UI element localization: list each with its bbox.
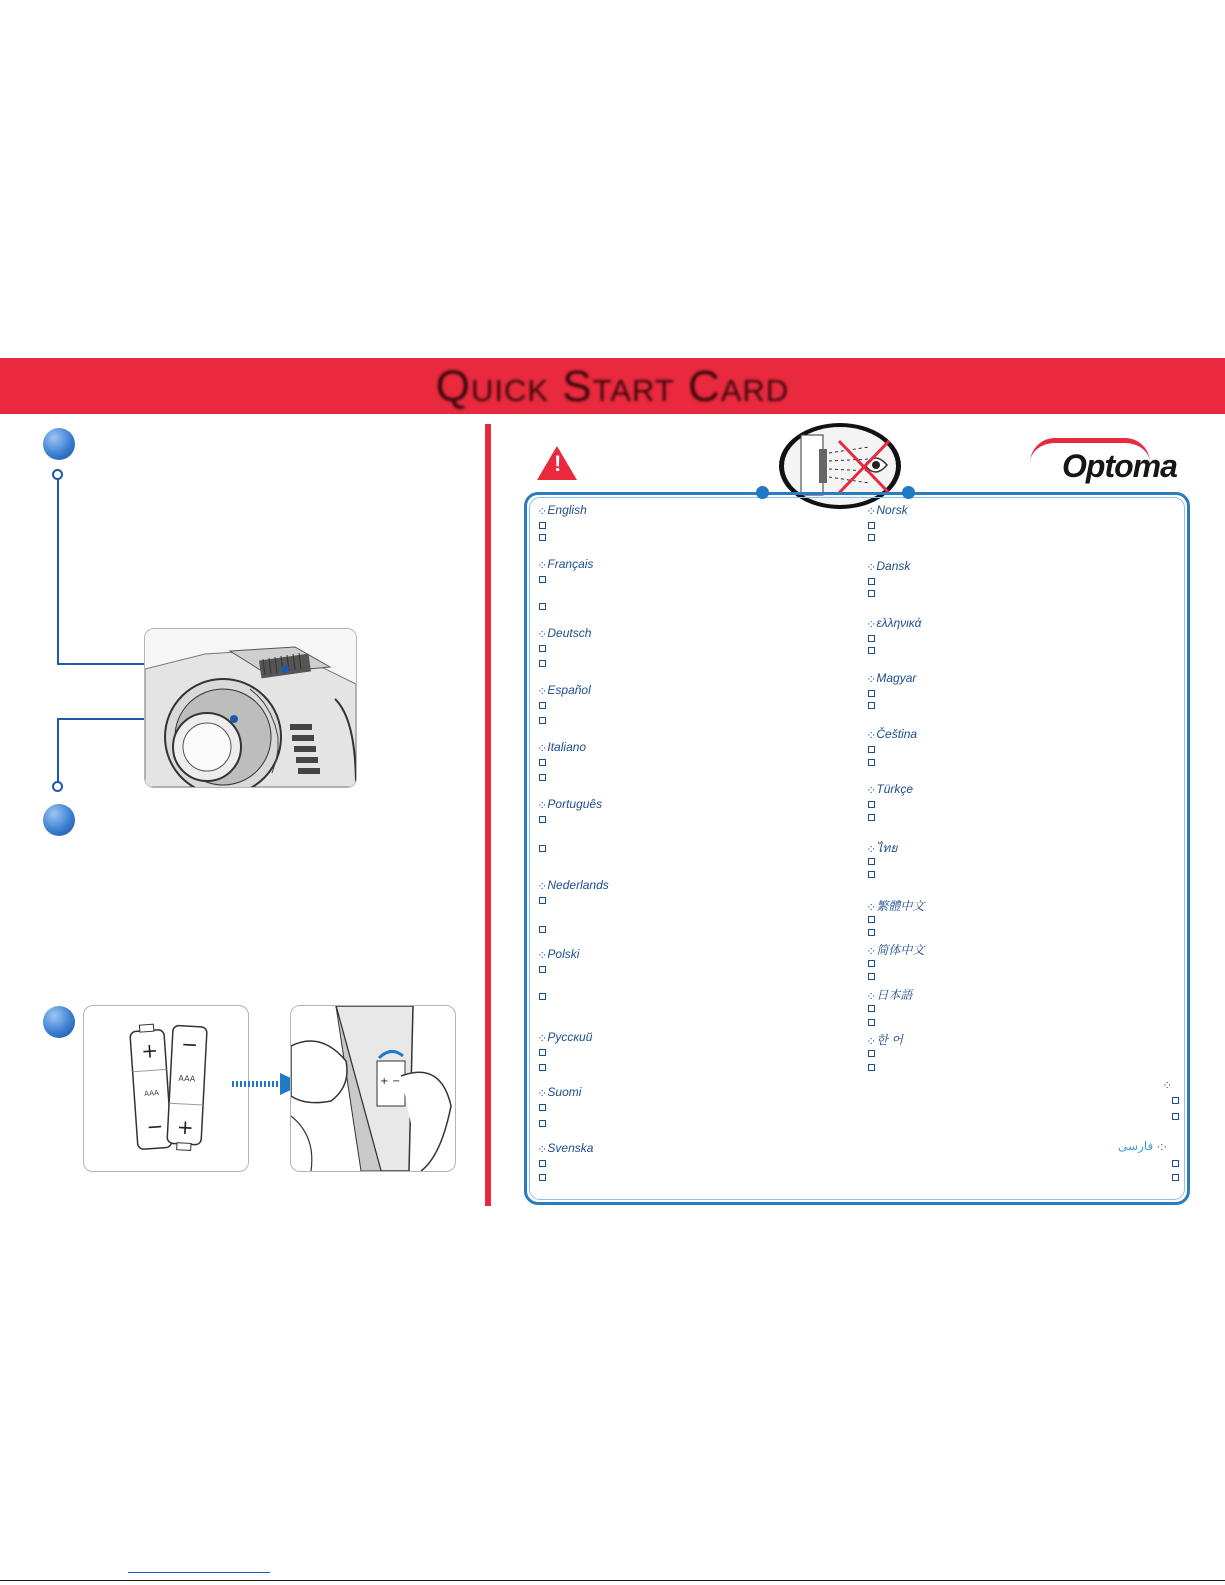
bullet: [539, 522, 546, 529]
language-magyar[interactable]: ·:· Magyar: [867, 671, 917, 685]
bullet: [539, 645, 546, 652]
banner-title: Quick Start Card: [435, 362, 790, 411]
language-japanese[interactable]: ·:· 日本語: [867, 988, 913, 1002]
bullet: [868, 973, 875, 980]
bullet: [539, 660, 546, 667]
bullet: [539, 966, 546, 973]
svg-text:AAA: AAA: [178, 1073, 196, 1084]
language-traditional-chinese[interactable]: ·:· 繁體中文: [867, 899, 925, 913]
bullet: [868, 759, 875, 766]
language-simplified-chinese[interactable]: ·:· 简体中文: [867, 943, 925, 957]
bullet: [539, 576, 546, 583]
bullet: [868, 960, 875, 967]
aaa-batteries-drawing: [84, 1006, 248, 1171]
panel-dot-right: [902, 486, 915, 499]
bullet: [539, 1174, 546, 1181]
bullet: [868, 578, 875, 585]
bullet: [539, 759, 546, 766]
bullet: [868, 746, 875, 753]
language-suomi[interactable]: ·:· Suomi: [538, 1085, 582, 1099]
svg-text:−: −: [180, 1031, 199, 1057]
language-norsk[interactable]: ·:· Norsk: [867, 503, 908, 517]
bullet: [868, 1050, 875, 1057]
bullet: [539, 702, 546, 709]
bullet: [539, 897, 546, 904]
language-cestina[interactable]: ·:· Čeština: [867, 727, 918, 741]
svg-text:+: +: [140, 1037, 159, 1064]
language-thai[interactable]: ·:· ไทย: [867, 841, 898, 855]
svg-text:−: −: [145, 1113, 165, 1139]
bullet: [868, 858, 875, 865]
language-espanol[interactable]: ·:· Español: [538, 683, 591, 697]
bullet: [539, 926, 546, 933]
projector-lens-drawing: [145, 629, 356, 787]
language-francais[interactable]: ·:· Français: [538, 557, 594, 571]
language-russian[interactable]: ·:· Русский: [538, 1030, 593, 1044]
bullet: [539, 1160, 546, 1167]
callout-line-vertical-top: [57, 478, 59, 664]
bullet: [539, 816, 546, 823]
bullet: [868, 929, 875, 936]
svg-text:AAA: AAA: [143, 1088, 160, 1098]
bullet: [868, 647, 875, 654]
bullet: [539, 1120, 546, 1127]
language-panel: [524, 492, 1190, 1205]
bullet: [868, 702, 875, 709]
bullet: [868, 871, 875, 878]
bullet: [539, 1104, 546, 1111]
footer-link-underline[interactable]: [128, 1572, 270, 1573]
bullet: [1172, 1097, 1179, 1104]
bullet: [1172, 1113, 1179, 1120]
bullet: [868, 690, 875, 697]
bullet: [868, 801, 875, 808]
bullet: [1172, 1160, 1179, 1167]
bullet: [539, 1049, 546, 1056]
svg-text:−: −: [392, 1076, 401, 1087]
title-banner: [0, 358, 1225, 414]
svg-text:+: +: [176, 1114, 195, 1140]
language-polski[interactable]: ·:· Polski: [538, 947, 580, 961]
bullet: [868, 1005, 875, 1012]
svg-text:+: +: [380, 1076, 389, 1087]
optoma-logo: Optoma: [1062, 448, 1177, 484]
language-korean[interactable]: ·:· 한 어: [867, 1033, 903, 1047]
bullet: [868, 916, 875, 923]
bullet: [1172, 1174, 1179, 1181]
language-deutsch[interactable]: ·:· Deutsch: [538, 626, 592, 640]
language-italiano[interactable]: ·:· Italiano: [538, 740, 587, 754]
language-nederlands[interactable]: ·:· Nederlands: [538, 878, 609, 892]
batteries-illustration: [83, 1005, 249, 1172]
bullet: [868, 635, 875, 642]
language-svenska[interactable]: ·:· Svenska: [538, 1141, 594, 1155]
step-3-circle: [43, 1006, 75, 1038]
footer-rule: [0, 1580, 1225, 1581]
step-2-circle: [43, 804, 75, 836]
bullet: [539, 845, 546, 852]
bullet: [868, 1064, 875, 1071]
step-1-circle: [43, 428, 75, 460]
warning-exclamation-icon: !: [554, 451, 562, 476]
bullet: [868, 1019, 875, 1026]
bullet: [539, 603, 546, 610]
bullet: [868, 534, 875, 541]
language-rtl-arrow: ·:·: [1163, 1079, 1171, 1091]
column-divider: [485, 424, 491, 1206]
bullet: [539, 993, 546, 1000]
language-portugues[interactable]: ·:· Português: [538, 797, 603, 811]
remote-control-drawing: [291, 1006, 455, 1171]
remote-battery-illustration: [290, 1005, 456, 1172]
language-farsi[interactable]: فارسی ·:·: [1118, 1139, 1167, 1153]
panel-dot-left: [756, 486, 769, 499]
bullet: [539, 717, 546, 724]
callout-ring-bottom: [52, 781, 63, 792]
bullet: [539, 534, 546, 541]
bullet: [539, 774, 546, 781]
bullet: [868, 590, 875, 597]
bullet: [868, 522, 875, 529]
language-turkce[interactable]: ·:· Türkçe: [867, 782, 914, 796]
callout-line-vertical-bottom: [57, 718, 59, 782]
language-dansk[interactable]: ·:· Dansk: [867, 559, 911, 573]
language-english[interactable]: ·:· English: [538, 503, 587, 517]
bullet: [539, 1064, 546, 1071]
language-greek[interactable]: ·:· ελληνικά: [867, 616, 922, 630]
bullet: [868, 814, 875, 821]
projector-lens-illustration: [144, 628, 357, 788]
